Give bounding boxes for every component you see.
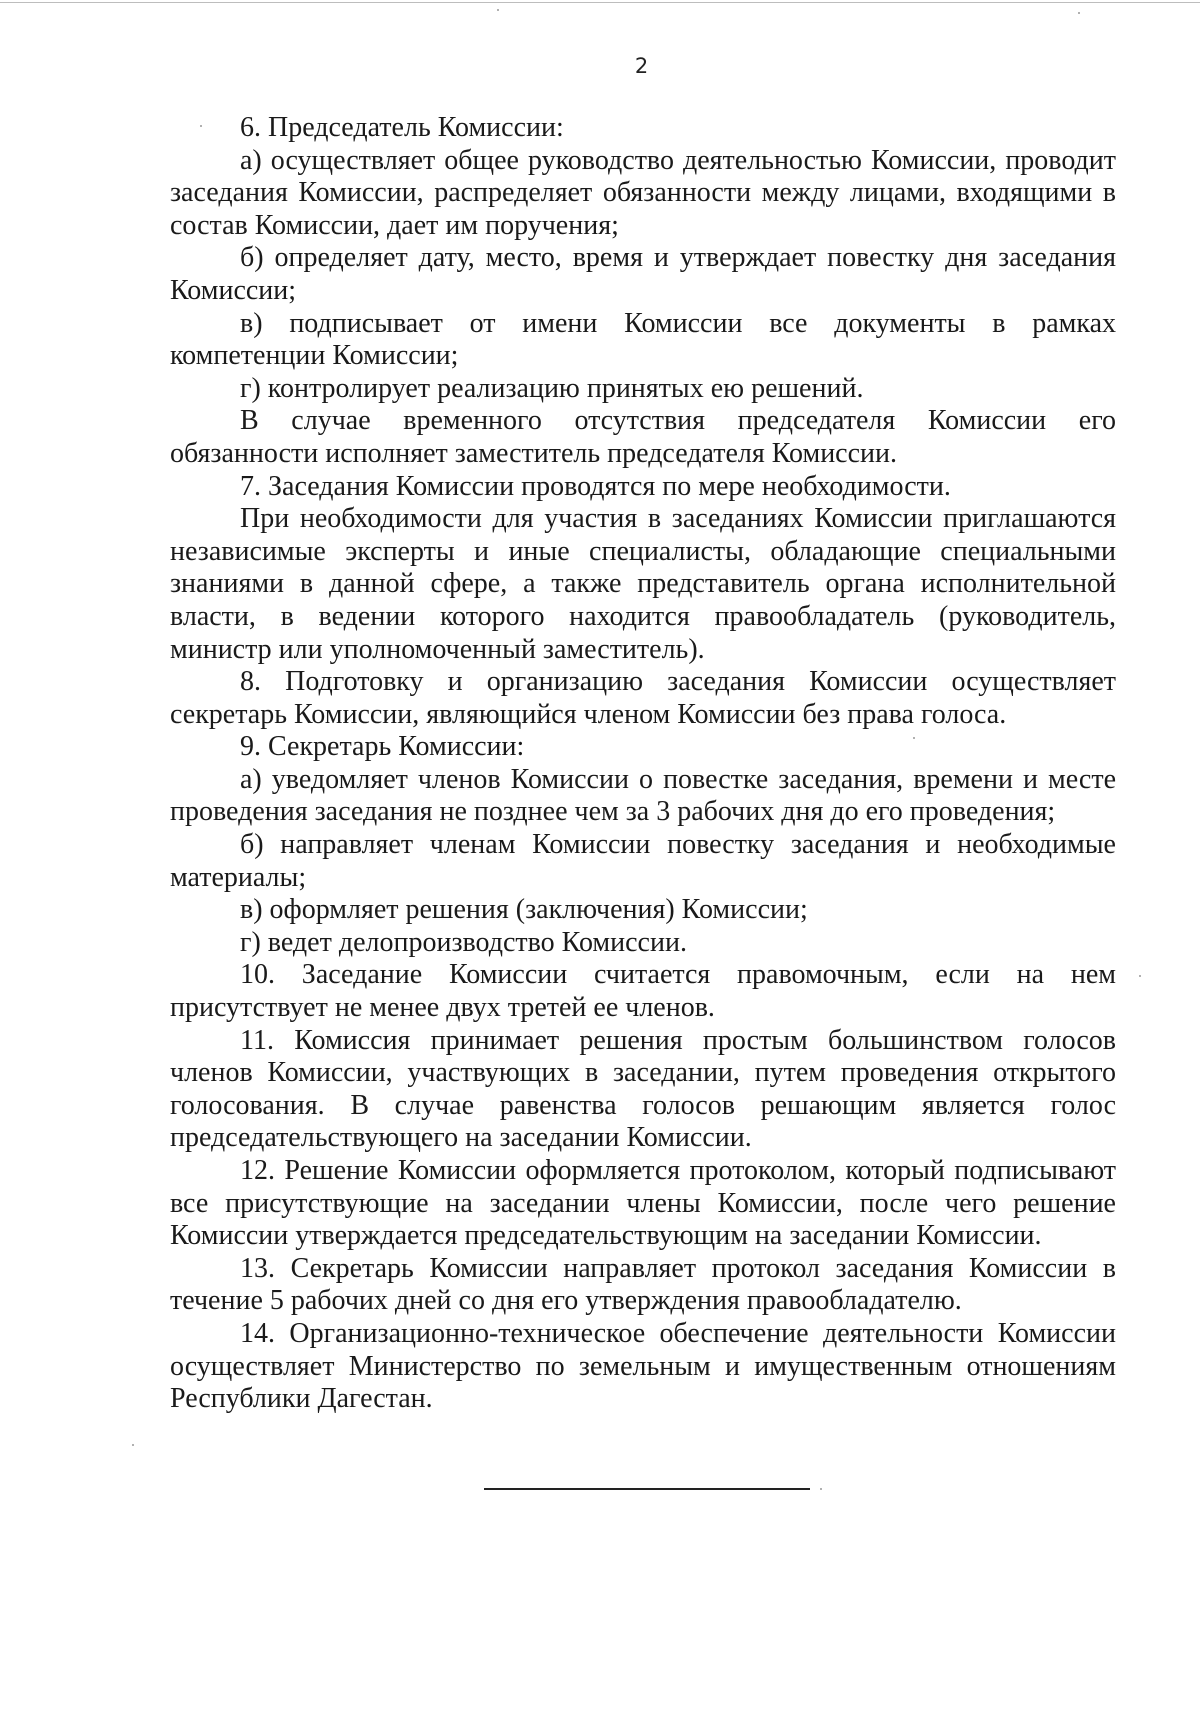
page-number: 2 xyxy=(634,54,649,78)
paragraph: 9. Секретарь Комиссии: xyxy=(240,731,525,763)
paragraph: 6. Председатель Комиссии: xyxy=(240,112,564,143)
paragraph: 12. Решение Комиссии оформляется протоколом, который подписывают все присутствующие на заседании члены Комиссии, после чего решение Комиссии утверждается председательствующим на заседании Комиссии. xyxy=(170,1155,1116,1252)
paragraph: в) оформляет решения (заключения) Комиссии; xyxy=(240,894,808,926)
scan-top-edge xyxy=(0,2,1200,3)
paragraph: При необходимости для участия в заседаниях Комиссии приглашаются независимые эксперты и иные специалисты, обладающие специальными знаниями в данной сфере, а также представитель органа исполнительной власти, в ведении которого находится правообладатель (руководитель, министр или уполномоченный заместитель). xyxy=(170,503,1116,665)
scan-speck xyxy=(913,737,915,739)
paragraph: В случае временного отсутствия председателя Комиссии его обязанности исполняет заместитель председателя Комиссии. xyxy=(170,405,1116,469)
paragraph: г) ведет делопроизводство Комиссии. xyxy=(240,926,687,958)
paragraph: 14. Организационно-техническое обеспечение деятельности Комиссии осуществляет Министерство по земельным и имущественным отношениям Республики Дагестан. xyxy=(170,1317,1116,1415)
paragraph: 7. Заседания Комиссии проводятся по мере необходимости. xyxy=(240,470,951,502)
scan-speck xyxy=(820,1488,822,1490)
paragraph: а) осуществляет общее руководство деятельностью Комиссии, проводит заседания Комиссии, распределяет обязанности между лицами, входящими в состав Комиссии, дает им поручения; xyxy=(170,144,1116,241)
scan-speck xyxy=(497,9,499,11)
paragraph: б) определяет дату, место, время и утверждает повестку дня заседания Комиссии; xyxy=(170,242,1116,306)
paragraph: б) направляет членам Комиссии повестку заседания и необходимые материалы; xyxy=(170,829,1116,893)
paragraph: 11. Комиссия принимает решения простым большинством голосов членов Комиссии, участвующих в заседании, путем проведения открытого голосования. В случае равенства голосов решающим является голос председательствующего на заседании Комиссии. xyxy=(170,1024,1116,1154)
paragraph: в) подписывает от имени Комиссии все документы в рамках компетенции Комиссии; xyxy=(170,307,1116,372)
paragraph: г) контролирует реализацию принятых ею решений. xyxy=(240,372,864,404)
scan-speck xyxy=(1078,12,1080,14)
paragraph: 13. Секретарь Комиссии направляет протокол заседания Комиссии в течение 5 рабочих дней со дня его утверждения правообладателю. xyxy=(170,1252,1116,1317)
paragraph: 8. Подготовку и организацию заседания Комиссии осуществляет секретарь Комиссии, являющийся членом Комиссии без права голоса. xyxy=(170,666,1116,730)
document-body xyxy=(170,112,1116,1416)
scan-speck xyxy=(132,1444,134,1446)
paragraph: а) уведомляет членов Комиссии о повестке заседания, времени и месте проведения заседания не позднее чем за 3 рабочих дня до его проведения; xyxy=(170,763,1116,828)
scan-speck xyxy=(1139,975,1141,977)
closing-line xyxy=(484,1488,810,1490)
scan-speck xyxy=(200,125,202,127)
paragraph: 10. Заседание Комиссии считается правомочным, если на нем присутствует не менее двух третей ее членов. xyxy=(170,959,1116,1024)
